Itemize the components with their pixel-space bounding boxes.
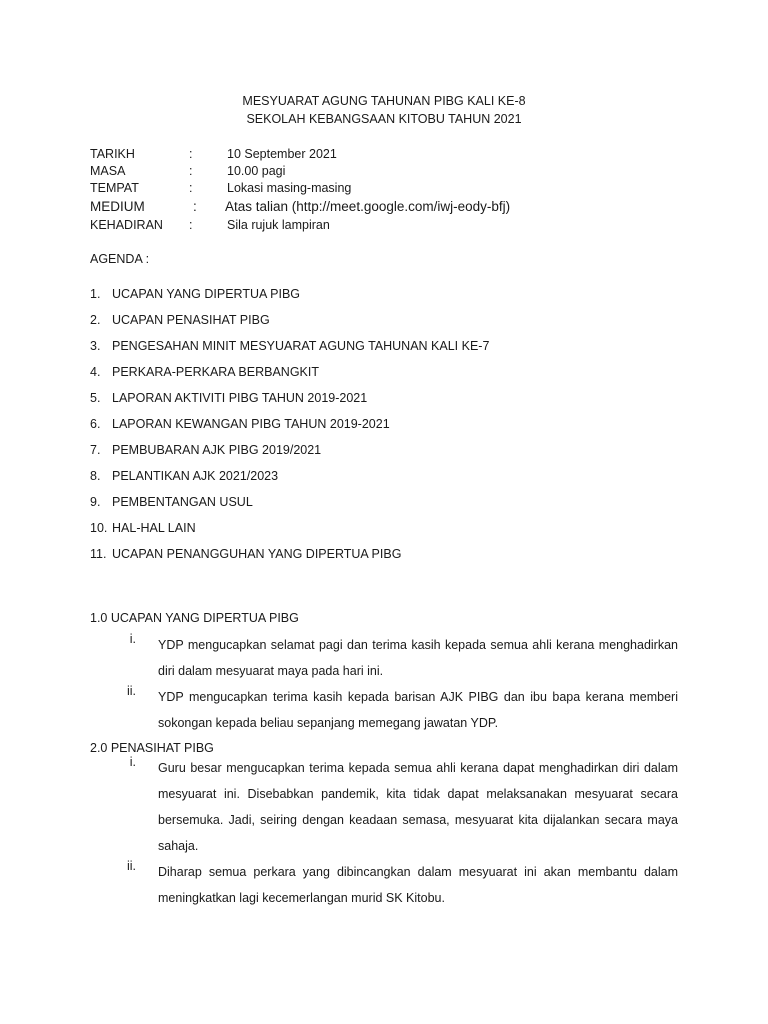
agenda-text: HAL-HAL LAIN xyxy=(112,521,196,535)
agenda-text: LAPORAN KEWANGAN PIBG TAHUN 2019-2021 xyxy=(112,417,390,431)
agenda-text: PENGESAHAN MINIT MESYUARAT AGUNG TAHUNAN KALI KE-7 xyxy=(112,339,490,353)
point-text: YDP mengucapkan terima kasih kepada barisan AJK PIBG dan ibu bapa kerana memberi sokongan kepada beliau sepanjang memegang jawatan YDP. xyxy=(158,690,678,730)
info-colon: : xyxy=(189,164,193,178)
info-value: 10 September 2021 xyxy=(227,147,337,161)
section-heading-penasihat: 2.0 PENASIHAT PIBG xyxy=(90,741,214,755)
agenda-text: PELANTIKAN AJK 2021/2023 xyxy=(112,469,279,483)
agenda-text: LAPORAN AKTIVITI PIBG TAHUN 2019-2021 xyxy=(112,391,368,405)
point-number: i. xyxy=(129,632,136,646)
section-point xyxy=(90,632,678,684)
info-colon: : xyxy=(189,147,193,161)
point-text: Guru besar mengucapkan terima kepada semua ahli kerana dapat menghadirkan diri dalam mesyuarat ini. Disebabkan pandemik, kita tidak dapat melaksanakan mesyuarat secara bersemuka. Jadi, seiring dengan keadaan semasa, mesyuarat kita dijalankan secara maya sahaja. xyxy=(158,761,678,853)
info-value: Lokasi masing-masing xyxy=(227,181,352,195)
info-colon: : xyxy=(189,181,193,195)
point-text: Diharap semua perkara yang dibincangkan dalam mesyuarat ini akan membantu dalam meningkatkan lagi kecemerlangan murid SK Kitobu. xyxy=(158,865,678,905)
agenda-number: 4. xyxy=(90,365,101,379)
info-value: Sila rujuk lampiran xyxy=(227,218,330,232)
agenda-number: 6. xyxy=(90,417,101,431)
info-label: TEMPAT xyxy=(90,181,139,195)
section-point xyxy=(90,859,678,911)
point-number: ii. xyxy=(126,684,136,698)
document-title: MESYUARAT AGUNG TAHUNAN PIBG KALI KE-8 xyxy=(242,94,526,108)
agenda-number: 3. xyxy=(90,339,101,353)
agenda-number: 11. xyxy=(90,547,107,561)
agenda-number: 2. xyxy=(90,313,101,327)
info-label: KEHADIRAN xyxy=(90,218,163,232)
point-text: YDP mengucapkan selamat pagi dan terima kasih kepada semua ahli kerana menghadirkan diri dalam mesyuarat maya pada hari ini. xyxy=(158,638,678,678)
point-number: i. xyxy=(129,755,136,769)
agenda-number: 9. xyxy=(90,495,101,509)
info-value: 10.00 pagi xyxy=(227,164,286,178)
agenda-text: UCAPAN YANG DIPERTUA PIBG xyxy=(112,287,301,301)
agenda-heading: AGENDA : xyxy=(90,252,150,266)
info-label: TARIKH xyxy=(90,147,135,161)
agenda-text: PEMBUBARAN AJK PIBG 2019/2021 xyxy=(112,443,322,457)
section-point xyxy=(90,684,678,736)
point-number: ii. xyxy=(126,859,136,873)
section-heading-ucapan-ydp: 1.0 UCAPAN YANG DIPERTUA PIBG xyxy=(90,611,299,625)
agenda-text: UCAPAN PENASIHAT PIBG xyxy=(112,313,270,327)
info-colon: : xyxy=(189,218,193,232)
agenda-number: 8. xyxy=(90,469,101,483)
agenda-number: 1. xyxy=(90,287,101,301)
info-label: MEDIUM xyxy=(90,199,145,214)
info-label: MASA xyxy=(90,164,126,178)
agenda-number: 7. xyxy=(90,443,101,457)
agenda-text: PEMBENTANGAN USUL xyxy=(112,495,253,509)
document-subtitle: SEKOLAH KEBANGSAAN KITOBU TAHUN 2021 xyxy=(246,112,522,126)
agenda-number: 5. xyxy=(90,391,101,405)
section-point xyxy=(90,755,678,859)
info-value-meeting-link[interactable]: Atas talian (http://meet.google.com/iwj-eody-bfj) xyxy=(225,199,511,214)
agenda-text: PERKARA-PERKARA BERBANGKIT xyxy=(112,365,320,379)
info-colon: : xyxy=(193,199,197,214)
agenda-number: 10. xyxy=(90,521,108,535)
agenda-text: UCAPAN PENANGGUHAN YANG DIPERTUA PIBG xyxy=(112,547,402,561)
